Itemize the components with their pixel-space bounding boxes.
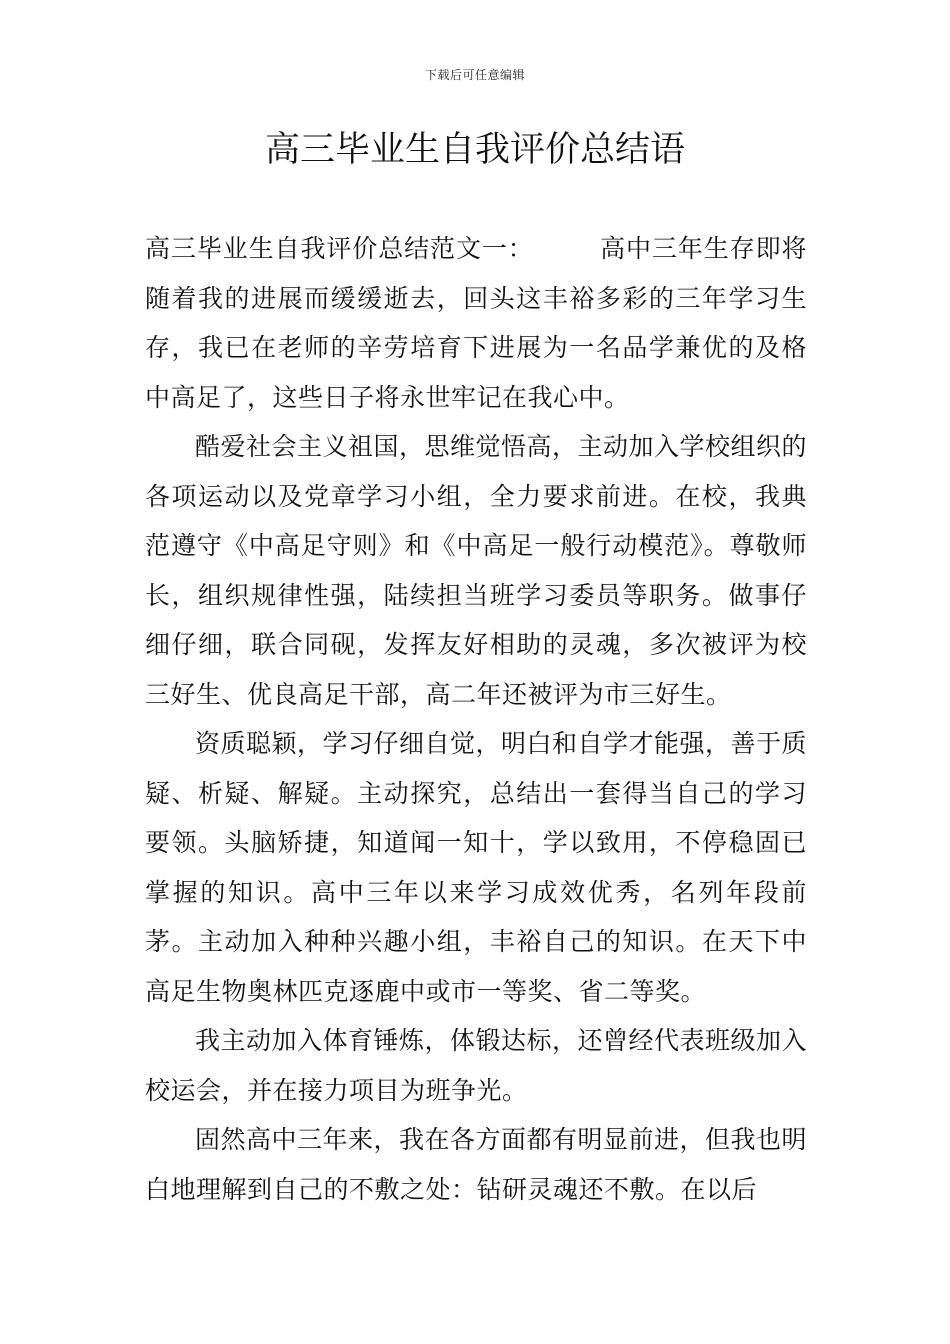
paragraph-4: 我主动加入体育锤炼，体锻达标，还曾经代表班级加入校运会，并在接力项目为班争光。 — [145, 1026, 808, 1105]
paragraph-1: 高中三年生存即将随着我的进展而缓缓逝去，回头这丰裕多彩的三年学习生存，我已在老师的辛劳培育下进展为一名品学兼优的及格中高足了，这些日子将永世牢记在我心中。 — [145, 234, 807, 412]
paragraph-3: 资质聪颖，学习仔细自觉，明白和自学才能强，善于质疑、析疑、解疑。主动探究，总结出一套得当自己的学习要领。头脑矫捷，知道闻一知十，学以致用，不停稳固已掌握的知识。高中三年以来学习成效优秀，名列年段前茅。主动加入种种兴趣小组，丰裕自己的知识。在天下中高足生物奥林匹克逐鹿中或市一等奖、省二等奖。 — [145, 729, 808, 1006]
intro-label: 高三毕业生自我评价总结范文一： — [145, 234, 534, 263]
document-title: 高三毕业生自我评价总结语 — [264, 130, 685, 170]
paragraph-5: 固然高中三年来，我在各方面都有明显前进，但我也明白地理解到自己的不敷之处：钻研灵魂还不敷。在以后 — [145, 1125, 808, 1204]
paragraph-intro — [145, 224, 807, 422]
document-body — [145, 224, 807, 1214]
header-note: 下载后可任意编辑 — [424, 68, 525, 82]
paragraph-2: 酷爱社会主义祖国，思维觉悟高，主动加入学校组织的各项运动以及党章学习小组，全力要求前进。在校，我典范遵守《中高足守则》和《中高足一般行动模范》。尊敬师长，组织规律性强，陆续担当班学习委员等职务。做事仔细仔细，联合同砚，发挥友好相助的灵魂，多次被评为校三好生、优良高足干部，高二年还被评为市三好生。 — [145, 432, 808, 709]
